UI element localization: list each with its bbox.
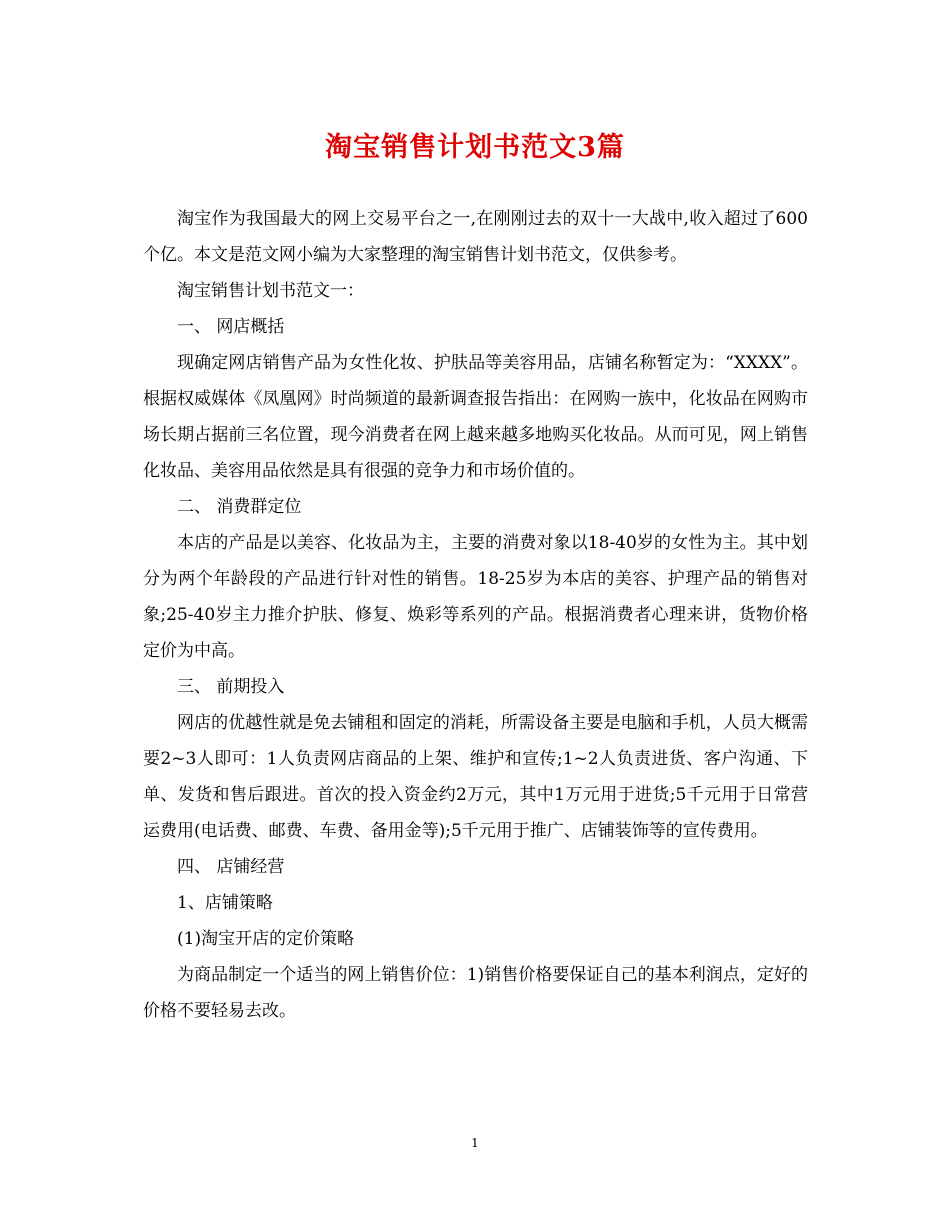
document-body xyxy=(143,201,808,1029)
intro-paragraph: 淘宝作为我国最大的网上交易平台之一,在刚刚过去的双十一大战中,收入超过了600个亿。本文是范文网小编为大家整理的淘宝销售计划书范文，仅供参考。 xyxy=(143,209,808,265)
page-number: 1 xyxy=(471,1136,479,1150)
section-3-paragraph: 网店的优越性就是免去铺租和固定的消耗，所需设备主要是电脑和手机，人员大概需要2~3人即可：1人负责网店商品的上架、维护和宣传;1~2人负责进货、客户沟通、下单、发货和售后跟进。首次的投入资金约2万元，其中1万元用于进货;5千元用于日常营运费用(电话费、邮费、车费、备用金等);5千元用于推广、店铺装饰等的宣传费用。 xyxy=(143,713,808,841)
section-heading-4: 四、 店铺经营 xyxy=(177,857,285,877)
document-title: 淘宝销售计划书范文3篇 xyxy=(325,132,625,163)
section-heading-3: 三、 前期投入 xyxy=(177,677,285,697)
section-2-paragraph: 本店的产品是以美容、化妆品为主，主要的消费对象以18-40岁的女性为主。其中划分为两个年龄段的产品进行针对性的销售。18-25岁为本店的美容、护理产品的销售对象;25-40岁主力推介护肤、修复、焕彩等系列的产品。根据消费者心理来讲，货物价格定价为中高。 xyxy=(143,533,808,661)
section-label-article-one: 淘宝销售计划书范文一： xyxy=(177,281,364,301)
section-heading-1: 一、 网店概括 xyxy=(177,317,285,337)
section-1-paragraph: 现确定网店销售产品为女性化妆、护肤品等美容用品，店铺名称暂定为：“XXXX”。根据权威媒体《凤凰网》时尚频道的最新调查报告指出：在网购一族中，化妆品在网购市场长期占据前三名位置，现今消费者在网上越来越多地购买化妆品。从而可见，网上销售化妆品、美容用品依然是具有很强的竞争力和市场价值的。 xyxy=(143,353,808,481)
subsection-heading-1: 1、店铺策略 xyxy=(177,893,273,913)
pricing-paragraph: 为商品制定一个适当的网上销售价位：1)销售价格要保证自己的基本利润点，定好的价格不要轻易去改。 xyxy=(143,965,808,1021)
section-heading-2: 二、 消费群定位 xyxy=(177,497,302,517)
subsubsection-heading-1: (1)淘宝开店的定价策略 xyxy=(177,929,355,949)
